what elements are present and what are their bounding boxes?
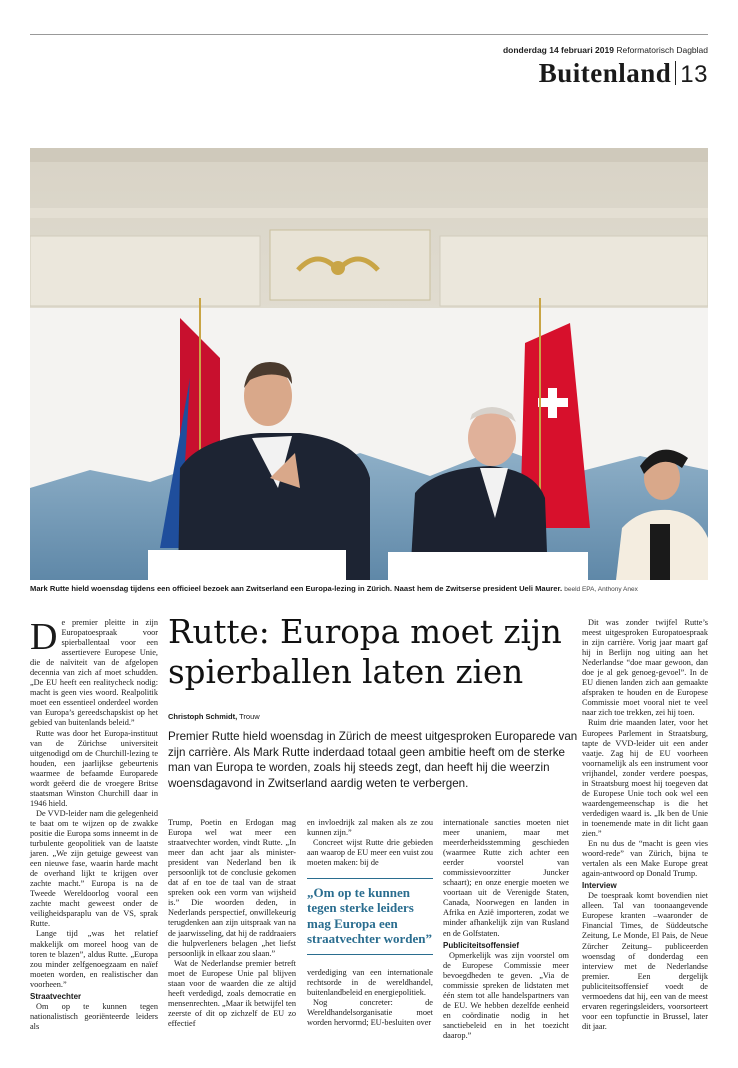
article-headline: Rutte: Europa moet zijn spierballen laten zien [168,613,562,691]
subheading-interview: Interview [582,881,617,891]
byline-source: Trouw [239,712,260,721]
paper-name: Reformatorisch Dagblad [616,45,708,55]
col4-paragraph-1: internationale sancties moeten niet meer unaniem, maar met meerderheidsstemming geschieden (waarmee Rutte zich achter een eerder voorstel van commissievoorzitter Juncker schaart); en onze energie moeten we voortaan uit de Verenigde Staten, Canada, Noorwegen en landen in Afrika en Azië importeren, zodat we minder afhankelijk zijn van Rusland en de Golfstaten. [443,818,569,938]
col5-paragraph-2: Ruim drie maanden later, voor het Europees Parlement in Straatsburg, tapte de VVD-leider uit een ander vaatje. Zag hij de EU voorheen voornamelijk als een instrument voor vrijhandel, zonder verdere poespas, in Straatsburg moest hij toegeven dat de Europese Unie toch ook wel een waardengemeenschap is die het verdedigen waard is. „Ik ben de Unie in toenemende mate in dit licht gaan zien.” [582,718,708,838]
col1-paragraph-5: Om op te kunnen tegen nationalistisch georiënteerde leiders als [30,1001,158,1031]
col1-paragraph-4: Lange tijd „was het relatief makkelijk om moreel hoog van de toren te blazen”, aldus Rutte. „Europa zou minder zelfgenoegzaam en naïef moeten worden, en realistischer dan voorheen.” [30,929,158,989]
subheading-straatvechter: Straatvechter [30,991,82,1001]
dateline [503,45,708,55]
col5-paragraph-4: De toespraak komt bovendien niet alleen. Tal van toonaangevende Europese kranten –waaronder de Financial Times, de Süddeutsche Zeitung, Le Monde, El Pais, de Neue Zürcher Zeitung– publiceerden woensdag of donderdag een interview met de Nederlandse premier. Een dergelijk publiciteitsoffensief voedt de vermoedens dat hij, een van de meest ervaren regeringsleiders, voorsorteert voor een topfunctie in Brussel, later dit jaar. [582,891,708,1031]
section-header [539,58,708,89]
article-column-3-bottom [307,968,433,1028]
byline [168,712,260,721]
photo-credit: beeld EPA, Anthony Anex [564,586,638,593]
col1-paragraph-2: Rutte was door het Europa-instituut van de Zürichse universiteit uitgenodigd om de Churchill-lezing te houden, een jaarlijkse gebeurtenis waarmee de befaamde Europarede wordt geëerd die de vroegere Britse staatsman Winston Churchill daar in 1946 hield. [30,728,158,808]
opening-paragraph [30,618,158,729]
col3-paragraph-3: verdediging van een internationale rechtsorde in de wereldhandel, buitenlandbeleid en energiepolitiek. [307,968,433,998]
photo-caption [30,584,708,593]
col3-paragraph-2: Concreet wijst Rutte drie gebieden aan waarop de EU meer een vuist zou moeten maken: bij de [307,838,433,868]
subheading-publiciteitsoffensief: Publiciteitsoffensief [443,940,520,950]
article-column-3-top [307,818,433,868]
article-column-1 [30,618,158,1032]
section-divider [675,61,676,85]
col2-paragraph-2: Wat de Nederlandse premier betreft moet de Europese Unie pal blijven staan voor de waarden die ze altijd heeft verdedigd, zoals democratie en mensenrechten. „Maar ik betwijfel ten zeerste of dit op zichzelf de EU zo effectief [168,958,296,1028]
col2-paragraph-1: Trump, Poetin en Erdogan mag Europa wel wat meer een straatvechter worden, vindt Rutte. „In meer dan acht jaar als minister-president van Nederland ben ik persoonlijk tot de conclusie gekomen dat af en toe de taal van de straat spreken ook een vorm van wijsheid is.” Die woorden deden, in Nederlands perspectief, onwillekeurig terugdenken aan zijn uitspraak van na de jaarwisseling, dat hij de raddraaiers die hulpverleners belagen „het liefst persoonlijk in elkaar zou slaan.” [168,818,296,958]
author: Christoph Schmidt, [168,712,238,721]
col1-paragraph-3: De VVD-leider nam die gelegenheid te baat om te wijzen op de zwakke positie die Europa soms inneemt in de turbulente geopolitiek van de laatste jaren. „We zijn getuige geweest van een nieuwe fase, waarin harde macht de overhand lijkt te krijgen over zachte macht.” Europa is na de Tweede Wereldoorlog vooral een zachte macht geweest onder de veiligheidsparaplu van de VS, sprak Rutte. [30,808,158,929]
article-column-2 [168,818,296,1029]
pull-quote: „Om op te kunnen tegen sterke leiders mag Europa een straatvechter worden” [307,878,433,955]
article-column-4 [443,818,569,1041]
article-lead: Premier Rutte hield woensdag in Zürich de meest uitgesproken Europarede van zijn carrière. Als Mark Rutte inderdaad totaal geen ambitie heeft om de sterke man van Europa te worden, zoals hij steeds zegt, dan heeft hij die weerzin woensdagavond in Zwitserland aardig weten te verbergen. [168,730,578,790]
col1-paragraph-1: e premier pleitte in zijn Europatoespraak voor spierballentaal voor een assertievere Europese Unie, die de naïviteit van de afgelopen decennia van zich af moet schudden. „De EU heeft een realitycheck nodig: macht is geen vies woord. Realpolitik moet een essentieel onderdeel worden van Europa’s gereedschapskist op het gebied van buitenlands beleid.” [30,618,158,728]
caption-text: Mark Rutte hield woensdag tijdens een officieel bezoek aan Zwitserland een Europa-lezing in Zürich. Naast hem de Zwitserse president Ueli Maurer. [30,584,563,593]
press-photo [30,148,708,580]
col5-paragraph-3: En nu dus de “macht is geen vies woord-rede” van Zürich, bijna te vertalen als een Make Europe great again-antwoord op Donald Trump. [582,839,708,879]
col5-paragraph-1: Dit was zonder twijfel Rutte’s meest uitgesproken Europatoespraak in zijn carrière. Vorig jaar maart gaf hij in Berlijn nog uiting aan het Nederlandse “doe maar gewoon, dan doe je al gek genoeg-gevoel”. In de EU dienen landen zich aan gemaakte afspraken te houden en de Europese Commissie moet vooral niet te veel naar zich toe trekken, zei hij toen. [582,618,708,718]
press-photo-illustration [30,148,708,580]
col3-paragraph-1: en invloedrijk zal maken als ze zou kunnen zijn.” [307,818,433,838]
section-title: Buitenland [538,58,672,88]
date: donderdag 14 februari 2019 [502,45,614,55]
top-rule [30,34,708,35]
drop-cap: D [30,616,58,658]
col3-paragraph-4: Nog concreter: de Wereldhandelsorganisatie moet worden hervormd; EU-besluiten over [307,998,433,1028]
page-number: 13 [680,61,708,88]
col4-paragraph-2: Opmerkelijk was zijn voorstel om de Europese Commissie meer bevoegdheden te geven. „Via de commissie spreken de lidstaten met één stem tot alle handelspartners van de EU. We hebben dezelfde eenheid en coördinatie nodig in het sanctiebeleid en in het toezicht daarop.” [443,950,569,1040]
article-column-5 [582,618,708,1032]
